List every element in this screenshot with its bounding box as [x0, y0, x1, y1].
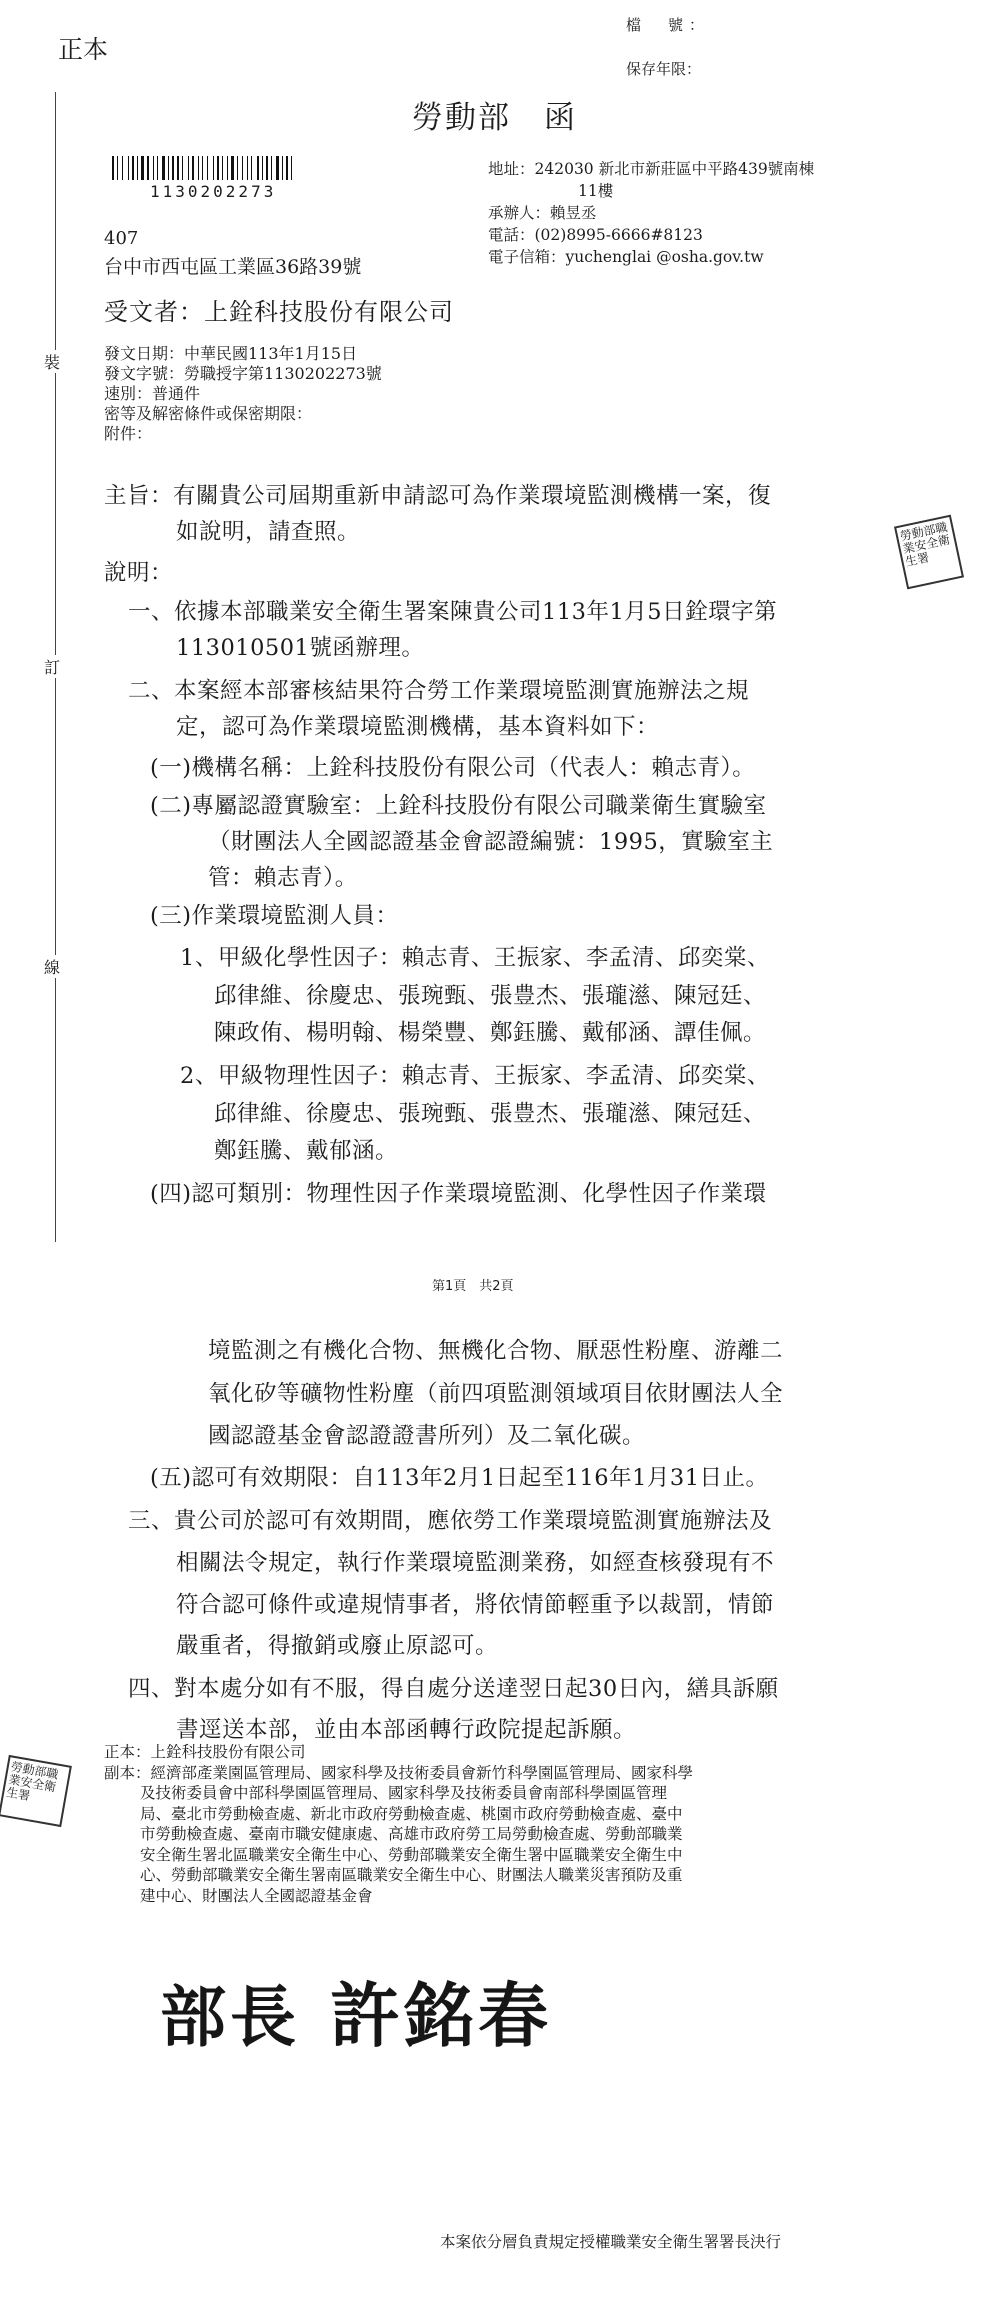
attachment: 附件：: [104, 424, 153, 443]
speed-class: 速別：普通件: [104, 384, 201, 403]
item-1-line: 113010501號函辦理。: [176, 635, 425, 661]
subject-line: 如說明，請查照。: [176, 519, 361, 545]
minister-name: 許銘春: [330, 1975, 552, 2057]
item-3-line: 三、貴公司於認可有效期間，應依勞工作業環境監測實施辦法及: [128, 1508, 773, 1534]
margin-char-xian: 線: [44, 955, 60, 978]
chemical-factor-line: 邱律維、徐慶忠、張琬甄、張豊杰、張瓏濨、陳冠廷、: [214, 983, 767, 1009]
item-3-line: 嚴重者，得撤銷或廢止原認可。: [176, 1633, 499, 1659]
recipient-zip: 407: [104, 228, 139, 249]
barcode-number: 1130202273: [150, 182, 277, 201]
recipient-line: 受文者：上銓科技股份有限公司: [104, 298, 454, 326]
subject-line: 主旨：有關貴公司屆期重新申請認可為作業環境監測機構一案，復: [104, 483, 772, 509]
sender-phone: 電話：(02)8995-6666#8123: [488, 226, 703, 244]
sub-item-2-line: (二)專屬認證實驗室：上銓科技股份有限公司職業衛生實驗室: [150, 793, 767, 819]
copy-recipients-line: 安全衛生署北區職業安全衛生中心、勞動部職業安全衛生署中區職業安全衛生中: [140, 1845, 683, 1864]
item-4-line: 四、對本處分如有不服，得自處分送達翌日起30日內，繕具訴願: [128, 1676, 779, 1702]
margin-char-ding: 訂: [44, 655, 60, 678]
item-1-line: 一、依據本部職業安全衛生署案陳貴公司113年1月5日銓環字第: [128, 599, 778, 625]
sub-item-4-line: 境監測之有機化合物、無機化合物、厭惡性粉塵、游離二: [208, 1338, 784, 1364]
copy-recipients-line: 市勞動檢查處、臺南市職安健康處、高雄市政府勞工局勞動檢查處、勞動部職業: [140, 1825, 683, 1843]
official-seal-stamp: 勞動部職業安全衛生署: [0, 1755, 72, 1827]
sender-address-line1: 地址：242030 新北市新莊區中平路439號南棟: [488, 160, 815, 178]
sub-item-5: (五)認可有效期限：自113年2月1日起至116年1月31日止。: [150, 1465, 769, 1491]
document-number: 發文字號：勞職授字第1130202273號: [104, 364, 382, 383]
margin-char-zhuang: 裝: [44, 350, 60, 373]
physical-factor-line: 邱律維、徐慶忠、張琬甄、張豊杰、張瓏濨、陳冠廷、: [214, 1101, 767, 1127]
issue-date: 發文日期：中華民國113年1月15日: [104, 344, 358, 363]
copy-recipients-line: 心、勞動部職業安全衛生署南區職業安全衛生中心、財團法人職業災害預防及重: [140, 1866, 683, 1884]
item-3-line: 符合認可條件或違規情事者，將依情節輕重予以裁罰，情節: [176, 1592, 775, 1618]
sender-info: [488, 158, 814, 268]
sub-item-4-line: 氧化矽等礦物性粉塵（前四項監測領域項目依財團法人全: [208, 1381, 784, 1407]
document-meta: [104, 344, 382, 444]
barcode-image: [112, 156, 336, 180]
physical-factor-line: 2、甲級物理性因子：賴志青、王振家、李孟清、邱奕棠、: [180, 1063, 770, 1089]
distribution-list: [104, 1742, 894, 1906]
copy-recipients-line: 副本：經濟部產業園區管理局、國家科學及技術委員會新竹科學園區管理局、國家科學: [104, 1763, 694, 1782]
sender-address-line2: 11樓: [578, 182, 614, 200]
page-number: 第1頁 共2頁: [432, 1279, 514, 1294]
explanation-label: 說明：: [104, 560, 174, 586]
item-2-line: 二、本案經本部審核結果符合勞工作業環境監測實施辦法之規: [128, 678, 750, 704]
official-seal-stamp: 勞動部職業安全衛生署: [894, 515, 964, 590]
sub-item-1: (一)機構名稱：上銓科技股份有限公司（代表人：賴志青）。: [150, 755, 756, 781]
document-title: 勞動部 函: [412, 100, 577, 136]
physical-factor-line: 鄭鈺騰、戴郁涵。: [214, 1138, 399, 1164]
sub-item-4-line: (四)認可類別：物理性因子作業環境監測、化學性因子作業環: [150, 1181, 767, 1207]
chemical-factor-line: 陳政侑、楊明翰、楊榮豐、鄭鈺騰、戴郁涵、譚佳佩。: [214, 1020, 767, 1046]
recipient-address: 台中市西屯區工業區36路39號: [104, 256, 362, 278]
copy-recipients-line: 局、臺北市勞動檢查處、新北市政府勞動檢查處、桃園市政府勞動檢查處、臺中: [140, 1804, 683, 1823]
sender-email: 電子信箱：yuchenglai @osha.gov.tw: [488, 248, 764, 266]
copy-recipients-line: 及技術委員會中部科學園區管理局、國家科學及技術委員會南部科學園區管理: [140, 1784, 668, 1802]
secrecy-level: 密等及解密條件或保密期限：: [104, 404, 313, 423]
sub-item-2-line: （財團法人全國認證基金會認證編號：1995，實驗室主: [208, 829, 774, 855]
item-3-line: 相關法令規定，執行作業環境監測業務，如經查核發現有不: [176, 1550, 775, 1576]
chemical-factor-line: 1、甲級化學性因子：賴志青、王振家、李孟清、邱奕棠、: [180, 945, 770, 971]
original-copy-mark: 正本: [58, 35, 109, 64]
item-4-line: 書逕送本部，並由本部函轉行政院提起訴願。: [176, 1717, 637, 1743]
sub-item-3: (三)作業環境監測人員：: [150, 903, 399, 929]
item-2-line: 定，認可為作業環境監測機構，基本資料如下：: [176, 714, 660, 740]
file-number-label: 檔 號：: [626, 16, 711, 34]
retention-period-label: 保存年限：: [626, 60, 702, 78]
sender-handler: 承辦人：賴昱丞: [488, 204, 597, 222]
delegation-note: 本案依分層負責規定授權職業安全衛生署署長決行: [440, 2233, 782, 2251]
minister-signature: [160, 1960, 552, 2061]
sub-item-2-line: 管：賴志青）。: [208, 865, 358, 891]
copy-recipients-line: 建中心、財團法人全國認證基金會: [140, 1886, 373, 1905]
minister-title: 部長: [160, 1979, 300, 2056]
original-recipient: 正本：上銓科技股份有限公司: [104, 1743, 306, 1761]
sub-item-4-line: 國認證基金會認證證書所列）及二氧化碳。: [208, 1423, 646, 1449]
